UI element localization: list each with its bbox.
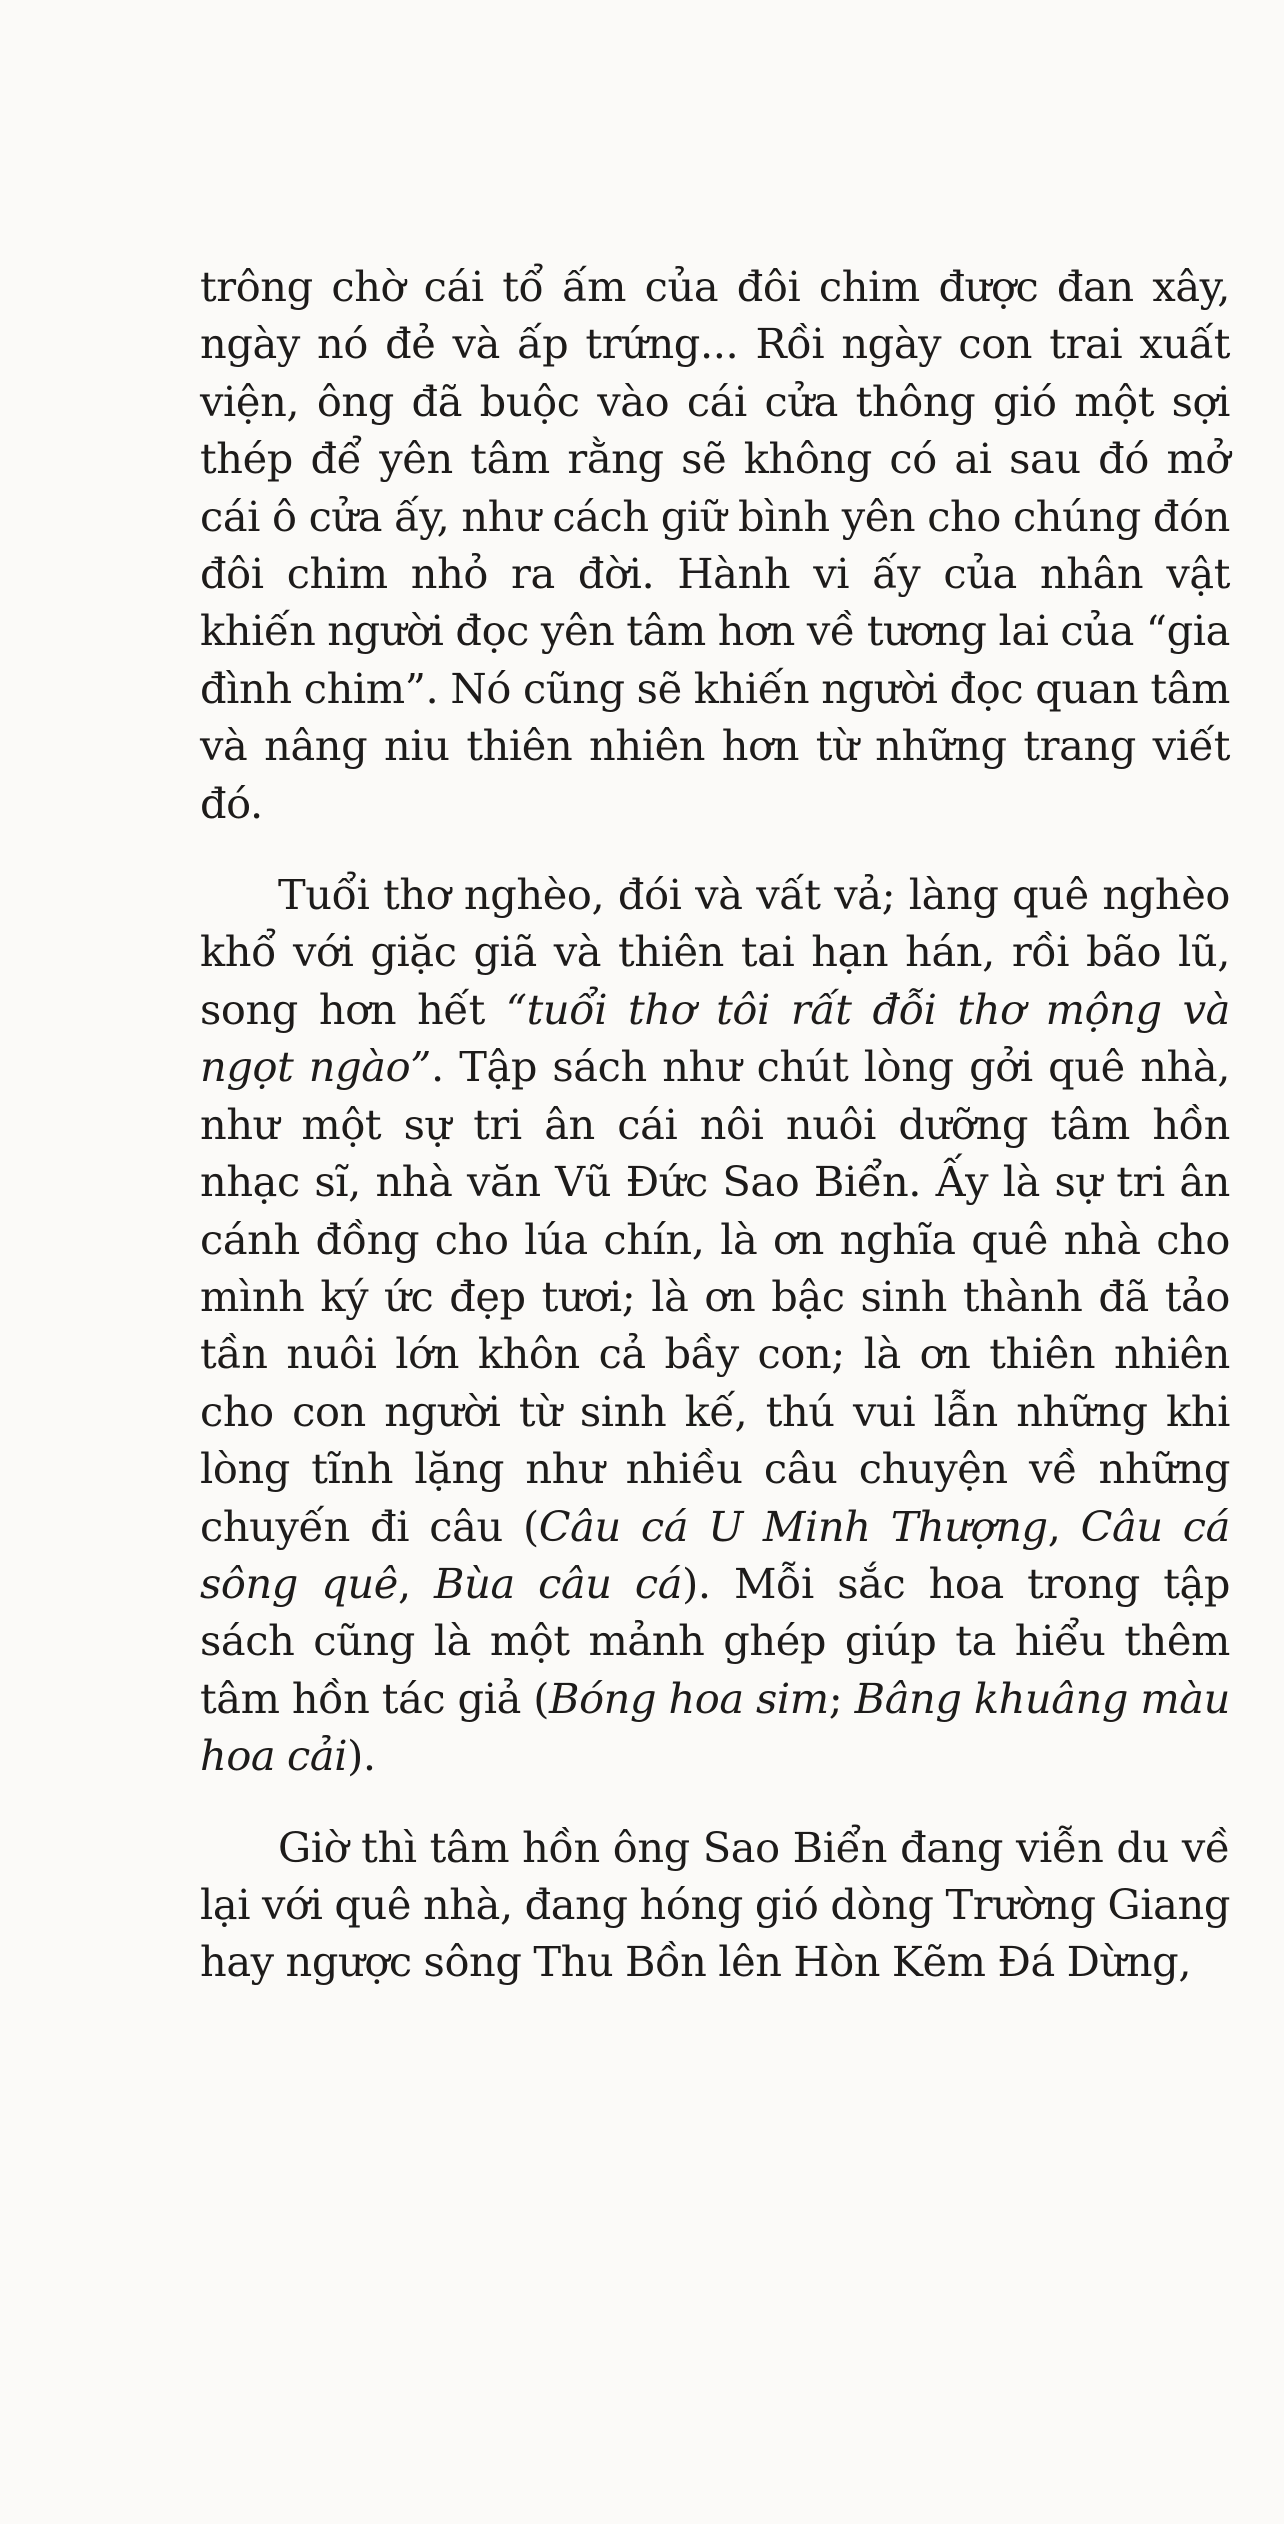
punctuation: ; [828, 1673, 855, 1723]
quote-childhood: “tuổi thơ tôi rất đỗi thơ mộng và ngọt ngào” [200, 984, 1230, 1092]
paragraph-2-text: ). Mỗi sắc hoa trong tập sách cũng là một mảnh ghép giúp ta hiểu thêm tâm hồn tác giả ( [200, 1558, 1231, 1723]
paragraph-2 [200, 866, 1230, 1785]
paragraph-1 [200, 258, 1230, 832]
story-title: Câu cá sông quê [200, 1501, 1230, 1608]
paragraph-3 [200, 1819, 1230, 1991]
punctuation: , [1047, 1501, 1081, 1551]
paragraph-2-text: Tuổi thơ nghèo, đói và vất vả; làng quê nghèo khổ với giặc giã và thiên tai hạn hán, rồi bão lũ, song hơn hết [200, 870, 1230, 1034]
story-title: Bâng khuâng màu hoa cải [200, 1673, 1230, 1781]
paragraph-1-text: trông chờ cái tổ ấm của đôi chim được đan xây, ngày nó đẻ và ấp trứng... Rồi ngày con trai xuất viện, ông đã buộc vào cái cửa thông gió một sợi thép để yên tâm rằng sẽ không có ai sau đó mở cái ô cửa ấy, như cách giữ bình yên cho chúng đón đôi chim nhỏ ra đời. Hành vi ấy của nhân vật khiến người đọc yên tâm hơn về tương lai của “gia đình chim”. Nó cũng sẽ khiến người đọc quan tâm và nâng niu thiên nhiên hơn từ những trang viết đó. [200, 262, 1230, 828]
story-title: Câu cá U Minh Thượng [538, 1501, 1048, 1551]
story-title: Bùa câu cá [434, 1558, 683, 1608]
punctuation: , [397, 1558, 435, 1608]
paragraph-3-text: Giờ thì tâm hồn ông Sao Biển đang viễn du về lại với quê nhà, đang hóng gió dòng Trường Giang hay ngược sông Thu Bồn lên Hòn Kẽm Đá Dừng, [200, 1822, 1230, 1987]
paragraph-2-text: . Tập sách như chút lòng gởi quê nhà, như một sự tri ân cái nôi nuôi dưỡng tâm hồn nhạc sĩ, nhà văn Vũ Đức Sao Biển. Ấy là sự tri ân cánh đồng cho lúa chín, là ơn nghĩa quê nhà cho mình ký ức đẹp tươi; là ơn bậc sinh thành đã tảo tần nuôi lớn khôn cả bầy con; là ơn thiên nhiên cho con người từ sinh kế, thú vui lẫn những khi lòng tĩnh lặng như nhiều câu chuyện về những chuyến đi câu ( [200, 1042, 1230, 1551]
punctuation: ). [347, 1731, 376, 1781]
body-text [200, 258, 1230, 1991]
story-title: Bóng hoa sim [549, 1673, 829, 1723]
